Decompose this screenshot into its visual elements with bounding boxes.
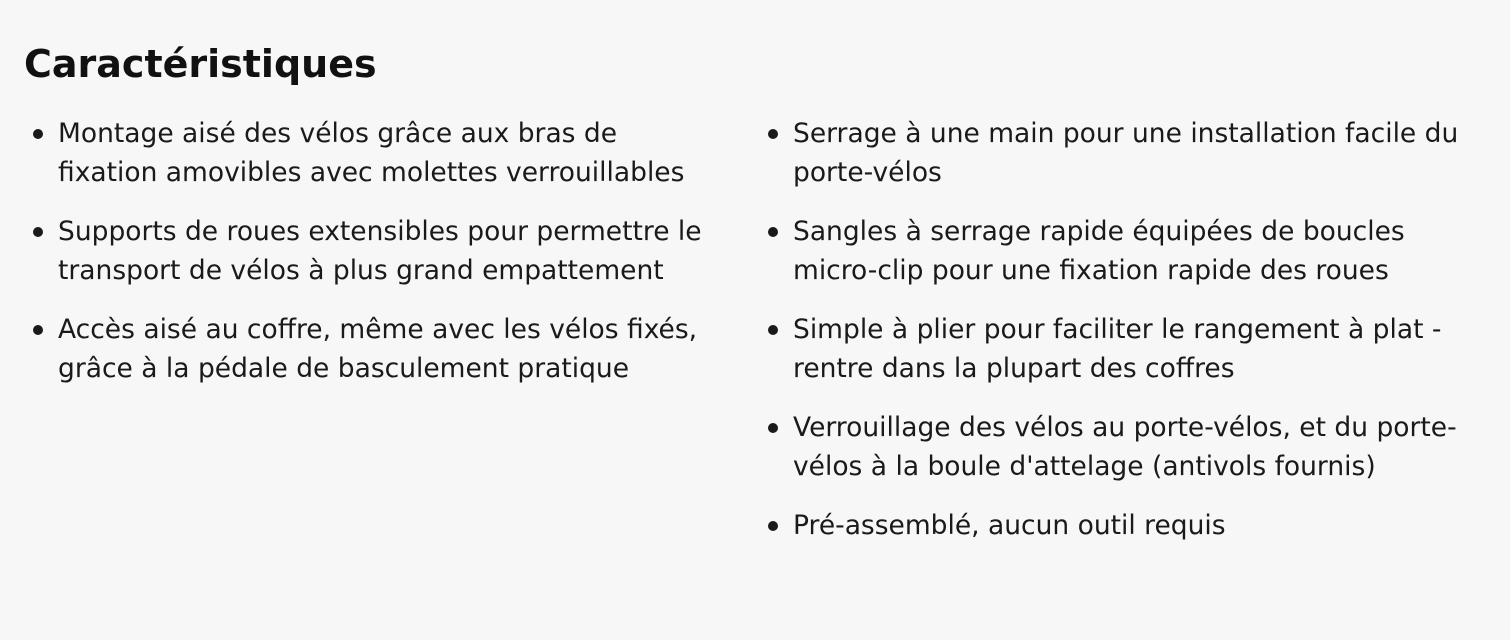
feature-item — [24, 212, 704, 290]
feature-text: Pré-assemblé, aucun outil requis — [793, 510, 1226, 541]
feature-text: Simple à plier pour faciliter le rangement à plat - rentre dans la plupart des coffres — [793, 314, 1442, 384]
bullet-icon — [768, 129, 778, 139]
feature-item — [759, 408, 1479, 486]
bullet-icon — [768, 325, 778, 335]
feature-item — [759, 114, 1479, 192]
bullet-icon — [768, 227, 778, 237]
feature-item — [759, 506, 1479, 545]
bullet-icon — [33, 129, 43, 139]
feature-item — [759, 310, 1479, 388]
feature-text: Supports de roues extensibles pour permettre le transport de vélos à plus grand empattement — [58, 216, 702, 286]
features-list-left — [24, 114, 704, 408]
features-list-right — [759, 114, 1479, 565]
feature-item — [24, 114, 704, 192]
feature-item — [759, 212, 1479, 290]
feature-text: Serrage à une main pour une installation facile du porte-vélos — [793, 118, 1459, 188]
section-title: Caractéristiques — [24, 42, 377, 86]
bullet-icon — [33, 325, 43, 335]
bullet-icon — [768, 423, 778, 433]
feature-item — [24, 310, 704, 388]
feature-text: Accès aisé au coffre, même avec les vélos fixés, grâce à la pédale de basculement pratique — [58, 314, 698, 384]
bullet-icon — [768, 521, 778, 531]
bullet-icon — [33, 227, 43, 237]
feature-text: Verrouillage des vélos au porte-vélos, et du porte-vélos à la boule d'attelage (antivols fournis) — [793, 412, 1457, 482]
feature-text: Sangles à serrage rapide équipées de boucles micro-clip pour une fixation rapide des roues — [793, 216, 1405, 286]
feature-text: Montage aisé des vélos grâce aux bras de fixation amovibles avec molettes verrouillables — [58, 118, 685, 188]
